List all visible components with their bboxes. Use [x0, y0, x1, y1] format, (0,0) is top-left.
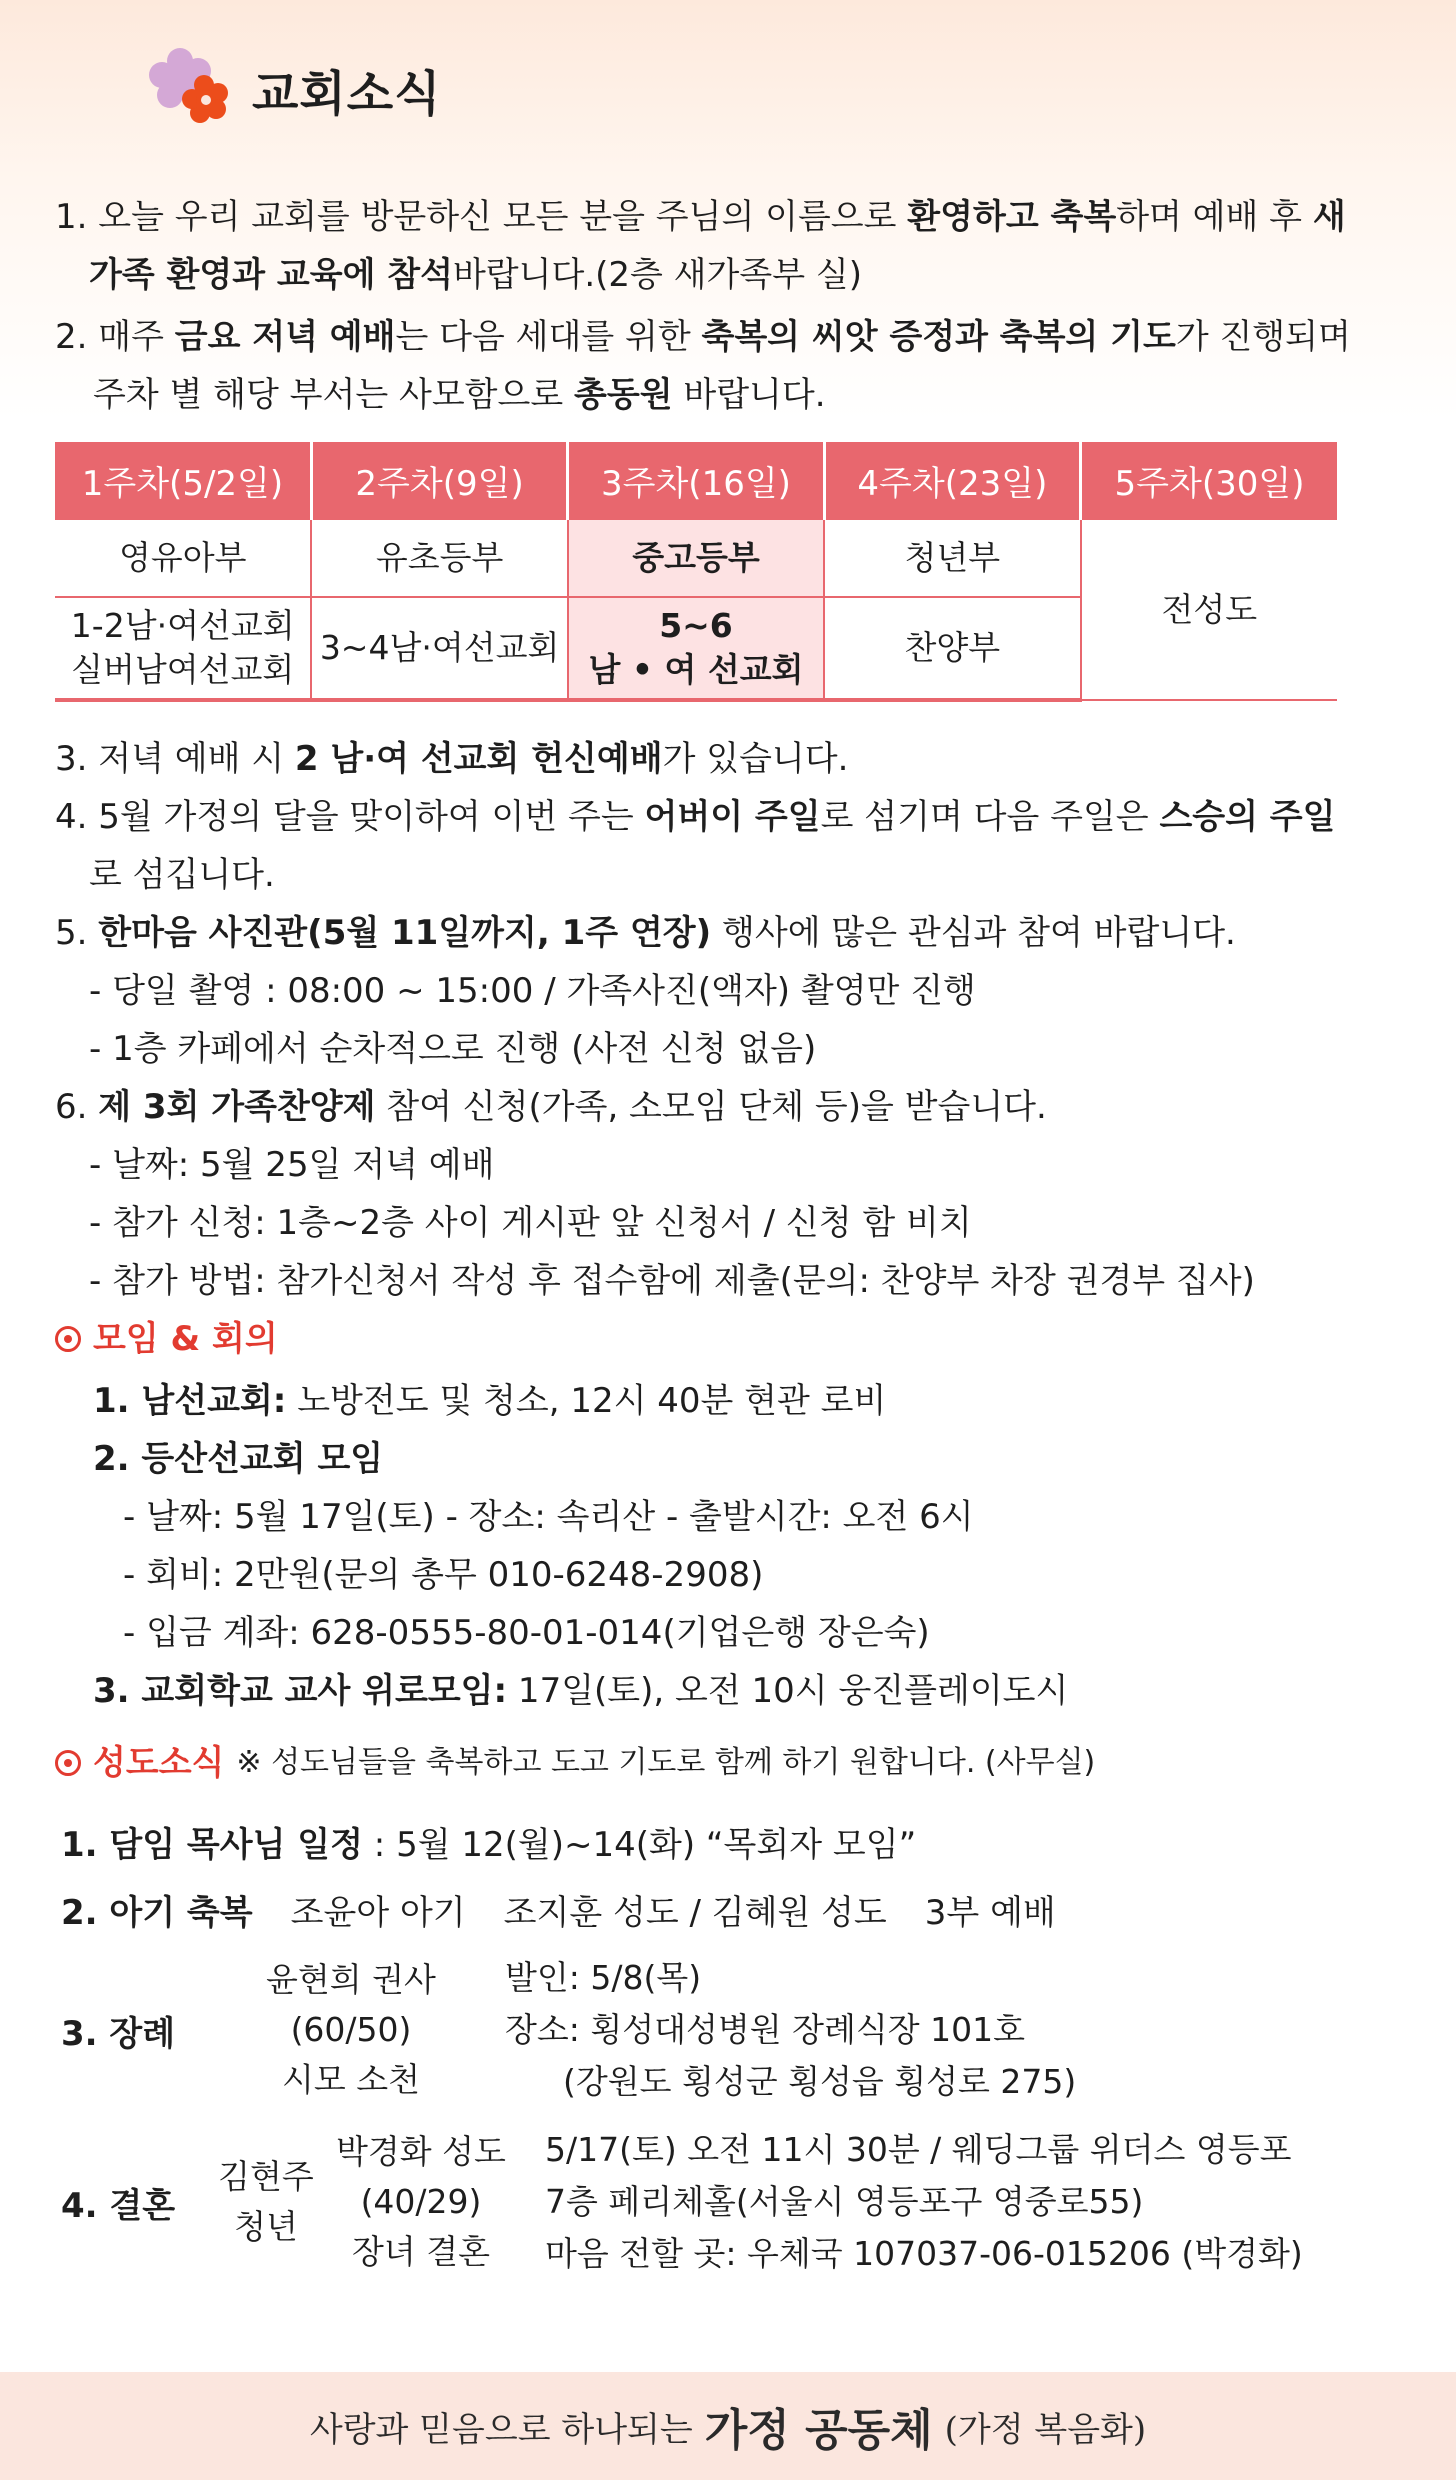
meeting-title: 2. 등산선교회 모임 — [93, 1439, 384, 1479]
schedule-cell — [55, 597, 311, 700]
schedule-cell-highlight — [568, 597, 824, 700]
notice-bold: 금요 저녁 예배 — [174, 317, 396, 357]
member-detail: 5/17(토) 오전 11시 30분 / 웨딩그룹 위더스 영등포 — [545, 2130, 1292, 2169]
notice-text: 주차 별 해당 부서는 사모함으로 — [93, 375, 575, 415]
schedule-cell-highlight: 중고등부 — [568, 519, 824, 597]
bulletin-content — [55, 188, 1375, 2280]
member-detail: 7층 페리체홀(서울시 영등포구 영중로55) — [545, 2182, 1144, 2221]
notice-bold: 2 남·여 선교회 헌신예배 — [294, 739, 663, 779]
notice-subitem: - 날짜: 5월 25일 저녁 예배 — [89, 1145, 495, 1185]
notice-text: 로 섬깁니다. — [89, 855, 275, 895]
notice-text: 매주 — [98, 317, 175, 357]
notice-5 — [55, 904, 1375, 1078]
schedule-header-cell: 3주차(16일) — [568, 442, 824, 519]
meeting-subitem: - 회비: 2만원(문의 총무 010-6248-2908) — [123, 1555, 764, 1595]
notice-number: 3. — [55, 739, 99, 779]
schedule-cell-line: 실버남여선교회 — [71, 650, 295, 689]
schedule-table — [55, 442, 1337, 702]
notice-text: 바랍니다.(2층 새가족부 실) — [452, 255, 862, 295]
notice-text: 하며 예배 후 — [1116, 197, 1313, 237]
target-bullet-icon — [55, 1750, 81, 1776]
notice-text: 저녁 예배 시 — [98, 739, 295, 779]
notice-bold: 제 3회 가족찬양제 — [98, 1087, 376, 1127]
member-text: : 5월 12(월)~14(화) “목회자 모임” — [363, 1825, 917, 1865]
member-name: 윤현희 권사(60/50) — [266, 1960, 436, 2049]
schedule-header-cell: 4주차(23일) — [824, 442, 1080, 519]
member-name: 장녀 결혼 — [351, 2232, 490, 2271]
schedule-row — [55, 519, 1337, 597]
member-item-4 — [55, 2124, 1375, 2280]
meeting-subitem: - 날짜: 5월 17일(토) - 장소: 속리산 - 출발시간: 오전 6시 — [123, 1497, 974, 1537]
meeting-text: 노방전도 및 청소, 12시 40분 현관 로비 — [286, 1381, 887, 1421]
notice-bold: 스승의 주일 — [1159, 797, 1336, 837]
schedule-cell: 유초등부 — [311, 519, 567, 597]
notice-bold: 환영하고 축복 — [907, 197, 1117, 237]
members-section — [55, 1734, 1375, 2280]
notice-4 — [55, 788, 1375, 904]
member-item-1 — [55, 1816, 1375, 1874]
notice-number: 6. — [55, 1087, 99, 1127]
member-title: 3. 장례 — [61, 2013, 176, 2054]
notice-bold: 한마음 사진관(5월 11일까지, 1주 연장) — [98, 913, 712, 953]
page-title: 교회소식 — [252, 65, 442, 122]
member-detail: (강원도 횡성군 횡성읍 횡성로 275) — [563, 2062, 1077, 2101]
meeting-title: 3. 교회학교 교사 위로모임: — [93, 1671, 508, 1711]
schedule-cell: 청년부 — [824, 519, 1080, 597]
notice-number: 1. — [55, 197, 99, 237]
notice-text: 가 진행되며 — [1175, 317, 1351, 357]
notice-text: 는 다음 세대를 위한 — [395, 317, 702, 357]
schedule-header-cell: 5주차(30일) — [1081, 442, 1337, 519]
notice-text: 로 섬기며 다음 주일은 — [820, 797, 1160, 837]
section-title: 성도소식 — [93, 1743, 225, 1783]
member-title: 1. 담임 목사님 일정 — [61, 1825, 363, 1865]
notice-text: 가 있습니다. — [662, 739, 849, 779]
notice-number: 5. — [55, 913, 99, 953]
meeting-subitem: - 입금 계좌: 628-0555-80-01-014(기업은행 장은숙) — [123, 1613, 930, 1653]
member-name: 박경화 성도 — [336, 2132, 506, 2171]
member-name: 청년 — [234, 2207, 298, 2246]
notice-subitem: - 당일 촬영 : 08:00 ~ 15:00 / 가족사진(액자) 촬영만 진행 — [89, 971, 976, 1011]
notice-subitem: - 참가 방법: 참가신청서 작성 후 접수함에 제출(문의: 찬양부 차장 권경부 집사) — [89, 1261, 1255, 1301]
notice-number: 2. — [55, 317, 99, 357]
schedule-header-row — [55, 442, 1337, 519]
member-item-2 — [55, 1884, 1375, 1942]
schedule-cell: 찬양부 — [824, 597, 1080, 700]
notice-bold: 새 — [1312, 197, 1346, 237]
member-text: 3부 예배 — [924, 1893, 1056, 1933]
member-detail: 마음 전할 곳: 우체국 107037-06-015206 (박경화) — [545, 2234, 1303, 2273]
notice-subitem: - 1층 카페에서 순차적으로 진행 (사전 신청 없음) — [89, 1029, 817, 1069]
member-name: (40/29) — [360, 2182, 482, 2221]
member-text: 조지훈 성도 / 김혜원 성도 — [503, 1893, 887, 1933]
notice-text: 행사에 많은 관심과 참여 바랍니다. — [711, 913, 1236, 953]
schedule-header-cell: 1주차(5/2일) — [55, 442, 311, 519]
schedule-cell: 영유아부 — [55, 519, 311, 597]
footer-text: 사랑과 믿음으로 하나되는 — [309, 2409, 693, 2450]
notice-text: 참여 신청(가족, 소모임 단체 등)을 받습니다. — [375, 1087, 1047, 1127]
notice-bold: 축복의 씨앗 증정과 축복의 기도 — [701, 317, 1176, 357]
footer-text: (가정 복음화) — [944, 2409, 1147, 2450]
member-title: 4. 결혼 — [61, 2185, 176, 2226]
footer-banner — [0, 2372, 1456, 2480]
notice-2 — [55, 308, 1375, 424]
schedule-cell-line: 5~6 — [659, 606, 733, 645]
schedule-header-cell: 2주차(9일) — [311, 442, 567, 519]
notice-6 — [55, 1078, 1375, 1310]
section-note: ※ 성도님들을 축복하고 도고 기도로 함께 하기 원합니다. (사무실) — [236, 1745, 1096, 1780]
notice-3 — [55, 730, 1375, 788]
member-item-3 — [55, 1952, 1375, 2108]
member-title: 2. 아기 축복 — [61, 1893, 253, 1933]
notice-subitem: - 참가 신청: 1층~2층 사이 게시판 앞 신청서 / 신청 함 비치 — [89, 1203, 972, 1243]
notice-text: 5월 가정의 달을 맞이하여 이번 주는 — [98, 797, 645, 837]
schedule-cell: 3~4남·여선교회 — [311, 597, 567, 700]
schedule-cell-line: 남 • 여 선교회 — [588, 650, 804, 689]
schedule-cell-line: 1-2남·여선교회 — [70, 606, 295, 645]
member-text: 조윤아 아기 — [290, 1893, 466, 1933]
section-title: 모임 & 회의 — [93, 1319, 278, 1359]
meetings-section — [55, 1310, 1375, 1720]
member-name: 시모 소천 — [281, 2060, 420, 2099]
notice-number: 4. — [55, 797, 99, 837]
notice-text: 바랍니다. — [672, 375, 826, 415]
page-header — [140, 44, 441, 134]
notice-text: 오늘 우리 교회를 방문하신 모든 분을 주님의 이름으로 — [98, 197, 908, 237]
member-detail: 장소: 횡성대성병원 장례식장 101호 — [505, 2010, 1025, 2049]
member-detail: 발인: 5/8(목) — [505, 1958, 702, 1997]
target-bullet-icon — [55, 1326, 81, 1352]
footer-emphasis: 가정 공동체 — [704, 2405, 933, 2456]
member-name: 김현주 — [218, 2157, 314, 2196]
notice-bold: 총동원 — [574, 375, 673, 415]
meeting-text: 17일(토), 오전 10시 웅진플레이도시 — [507, 1671, 1069, 1711]
notice-bold: 어버이 주일 — [644, 797, 821, 837]
meeting-title: 1. 남선교회: — [93, 1381, 287, 1421]
notice-bold: 가족 환영과 교육에 참석 — [89, 255, 453, 295]
flower-logo-icon — [140, 47, 236, 131]
notice-1 — [55, 188, 1375, 304]
schedule-cell-all: 전성도 — [1081, 519, 1337, 700]
